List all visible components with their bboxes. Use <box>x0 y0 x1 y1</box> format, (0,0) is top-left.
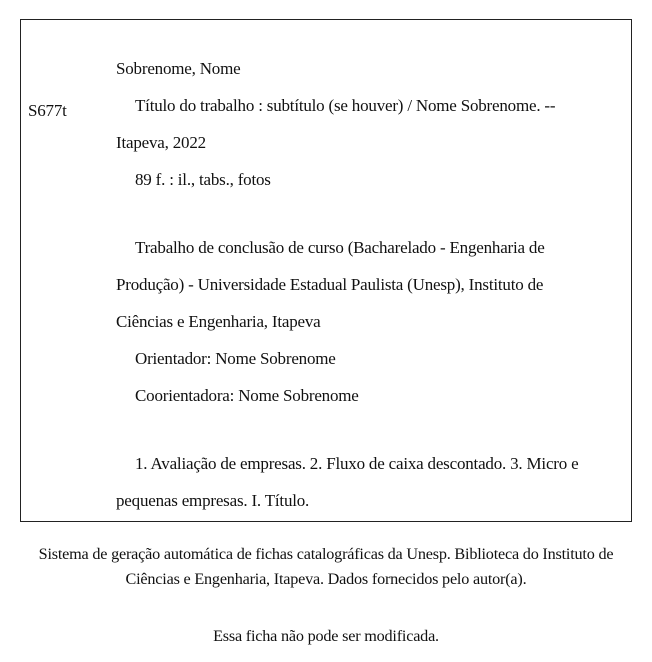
system-note-line2: Ciências e Engenharia, Itapeva. Dados fornecidos pelo autor(a). <box>125 570 527 588</box>
thesis-note-line1: Trabalho de conclusão de curso (Bacharelado - Engenharia de <box>135 238 545 257</box>
title-statement-line2: Itapeva, 2022 <box>116 133 206 152</box>
call-number: S677t <box>28 101 67 120</box>
modification-notice: Essa ficha não pode ser modificada. <box>213 627 439 645</box>
subject-headings-line2: pequenas empresas. I. Título. <box>116 491 310 510</box>
catalog-card <box>20 19 632 522</box>
generation-system-note <box>0 542 652 592</box>
system-note-line1: Sistema de geração automática de fichas catalográficas da Unesp. Biblioteca do Instituto de <box>38 545 614 563</box>
physical-description: 89 f. : il., tabs., fotos <box>135 170 271 189</box>
title-statement-line1: Título do trabalho : subtítulo (se houver) / Nome Sobrenome. -- <box>135 96 556 115</box>
thesis-note-line2: Produção) - Universidade Estadual Paulista (Unesp), Instituto de <box>116 275 544 294</box>
advisor-note: Orientador: Nome Sobrenome <box>135 349 336 368</box>
subject-headings-line1: 1. Avaliação de empresas. 2. Fluxo de caixa descontado. 3. Micro e <box>135 454 579 473</box>
co-advisor-note: Coorientadora: Nome Sobrenome <box>135 386 359 405</box>
catalog-entry <box>116 50 621 519</box>
spacer <box>116 414 621 445</box>
author-heading: Sobrenome, Nome <box>116 59 241 78</box>
spacer <box>116 198 621 229</box>
thesis-note-line3: Ciências e Engenharia, Itapeva <box>116 312 321 331</box>
